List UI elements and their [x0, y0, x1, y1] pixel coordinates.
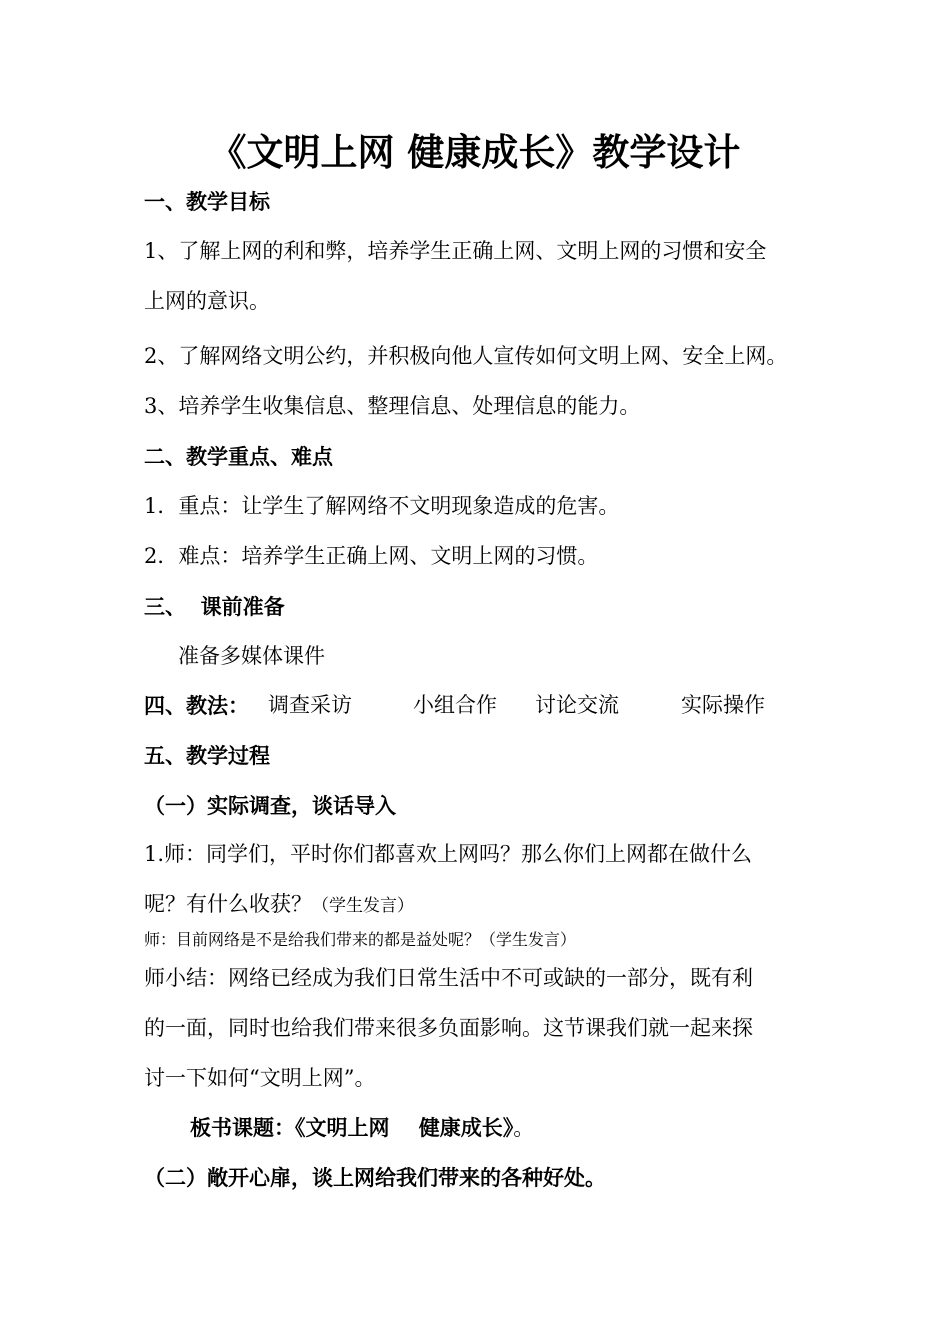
goal-3: 3、培养学生收集信息、整理信息、处理信息的能力。	[144, 394, 641, 418]
board-title-period: 。	[513, 1116, 535, 1140]
section-heading-process: 五、教学过程	[144, 743, 270, 768]
teacher-summary-line-3: 讨一下如何“文明上网”。	[144, 1066, 376, 1090]
section-heading-preparation: 三、 课前准备	[144, 594, 285, 619]
preparation-content: 准备多媒体课件	[178, 644, 325, 668]
student-response-note: （学生发言）	[312, 896, 414, 916]
goal-2: 2、了解网络文明公约，并积极向他人宣传如何文明上网、安全上网。	[144, 344, 788, 368]
key-point: 1．重点：让学生了解网络不文明现象造成的危害。	[144, 494, 620, 518]
teacher-question-1-text: 呢？有什么收获？	[144, 892, 312, 916]
goal-1-line-2: 上网的意识。	[144, 289, 270, 313]
goal-1-line-1: 1、了解上网的利和弊，培养学生正确上网、文明上网的习惯和安全	[144, 239, 767, 263]
teacher-summary-line-1: 师小结：网络已经成为我们日常生活中不可或缺的一部分，既有利	[144, 966, 753, 990]
subsection-heading-1: （一）实际调查，谈话导入	[144, 793, 396, 818]
method-item: 讨论交流	[535, 693, 619, 717]
board-title: 板书课题：《文明上网 健康成长》	[190, 1115, 514, 1140]
teacher-summary-line-2: 的一面，同时也给我们带来很多负面影响。这节课我们就一起来探	[144, 1016, 753, 1040]
document-title: 《文明上网 健康成长》教学设计	[209, 130, 741, 174]
board-title-line	[190, 1117, 534, 1139]
teacher-question-1-line-1: 1.师：同学们，平时你们都喜欢上网吗？那么你们上网都在做什么	[144, 842, 753, 866]
difficulty-point: 2．难点：培养学生正确上网、文明上网的习惯。	[144, 544, 599, 568]
subsection-heading-2: （二）敞开心扉，谈上网给我们带来的各种好处。	[144, 1165, 606, 1190]
method-item: 小组合作	[413, 693, 497, 717]
section-heading-key-points: 二、教学重点、难点	[144, 444, 333, 469]
teacher-question-2: 师：目前网络是不是给我们带来的都是益处呢？（学生发言）	[144, 930, 577, 949]
method-item: 调查采访	[268, 693, 352, 717]
method-item: 实际操作	[681, 693, 765, 717]
section-heading-methods: 四、教法：	[144, 693, 249, 718]
teacher-question-1-line-2	[144, 894, 414, 915]
section-heading-goals: 一、教学目标	[144, 189, 270, 214]
